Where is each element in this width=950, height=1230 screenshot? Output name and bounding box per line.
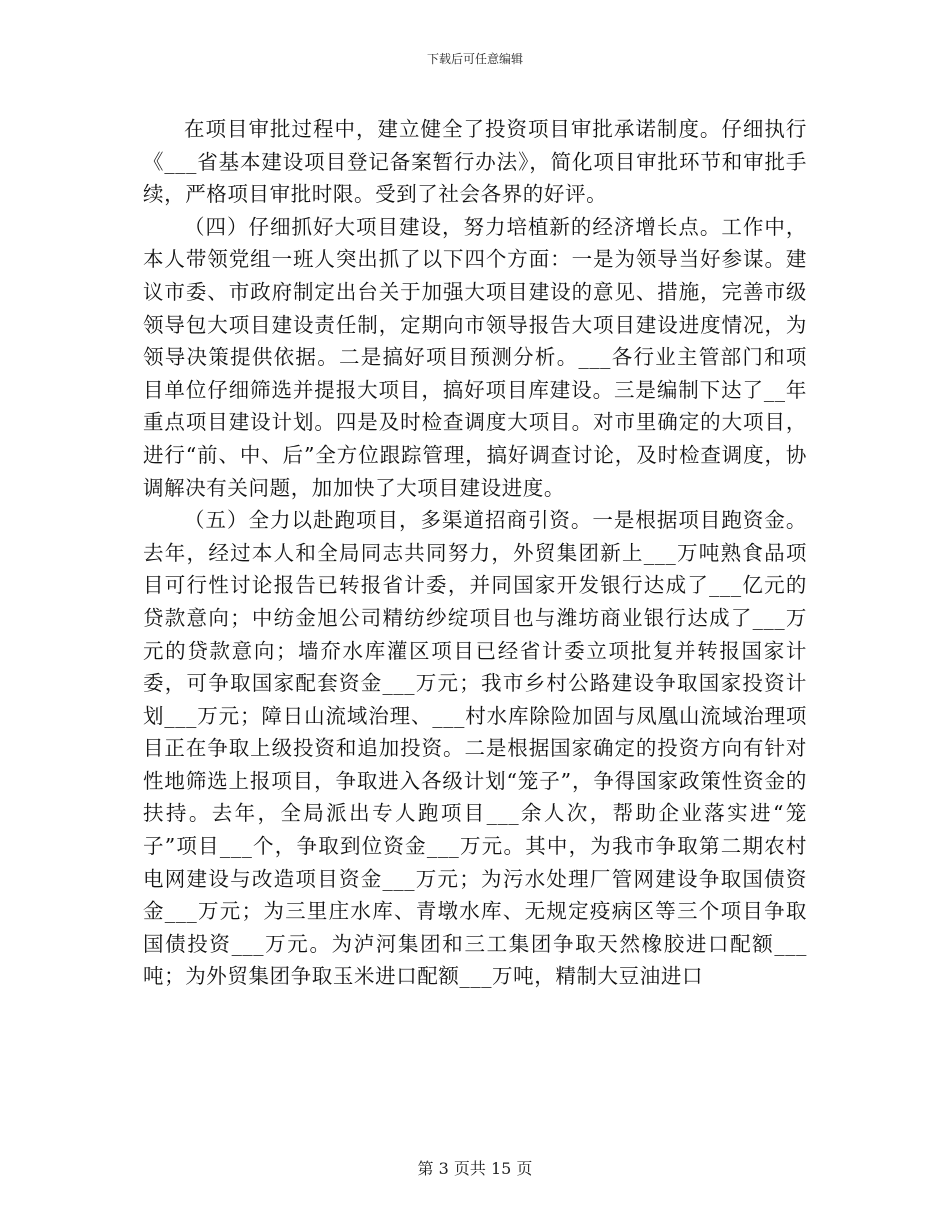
page-header-note: 下载后可任意编辑 bbox=[426, 52, 523, 66]
paragraph-major-projects: （四）仔细抓好大项目建设，努力培植新的经济增长点。工作中，本人带领党组一班人突出抓了以下四个方面：一是为领导当好参谋。建议市委、市政府制定出台关于加强大项目建设的意见、措施，完善市级领导包大项目建设责任制，定期向市领导报告大项目建设进度情况，为领导决策提供依据。二是搞好项目预测分析。___各行业主管部门和项目单位仔细筛选并提报大项目，搞好项目库建设。三是编制下达了__年重点项目建设计划。四是及时检查调度大项目。对市里确定的大项目，进行“前、中、后”全方位跟踪管理，搞好调查讨论，及时检查调度，协调解决有关问题，加加快了大项目建设进度。 bbox=[143, 214, 807, 500]
paragraph-investment: （五）全力以赴跑项目，多渠道招商引资。一是根据项目跑资金。去年，经过本人和全局同志共同努力，外贸集团新上___万吨熟食品项目可行性讨论报告已转报省计委，并同国家开发银行达成了___亿元的贷款意向；中纺金旭公司精纺纱绽项目也与潍坊商业银行达成了___万元的贷款意向；墙夼水库灌区项目已经省计委立项批复并转报国家计委，可争取国家配套资金___万元；我市乡村公路建设争取国家投资计划___万元；障日山流域治理、___村水库除险加固与凤凰山流域治理项目正在争取上级投资和追加投资。二是根据国家确定的投资方向有针对性地筛选上报项目，争取进入各级计划“笼子”，争得国家政策性资金的扶持。去年，全局派出专人跑项目___余人次，帮助企业落实进“笼子”项目___个，争取到位资金___万元。其中，为我市争取第二期农村电网建设与改造项目资金___万元；为污水处理厂管网建设争取国债资金___万元；为三里庄水库、青墩水库、无规定疫病区等三个项目争取国债投资___万元。为泸河集团和三工集团争取天然橡胶进口配额___吨；为外贸集团争取玉米进口配额___万吨，精制大豆油进口 bbox=[143, 508, 807, 989]
page-number: 第 3 页共 15 页 bbox=[417, 1159, 533, 1178]
paragraph-approval: 在项目审批过程中，建立健全了投资项目审批承诺制度。仔细执行《___省基本建设项目登记备案暂行办法》，简化项目审批环节和审批手续，严格项目审批时限。受到了社会各界的好评。 bbox=[143, 117, 807, 207]
document-body bbox=[143, 113, 807, 993]
